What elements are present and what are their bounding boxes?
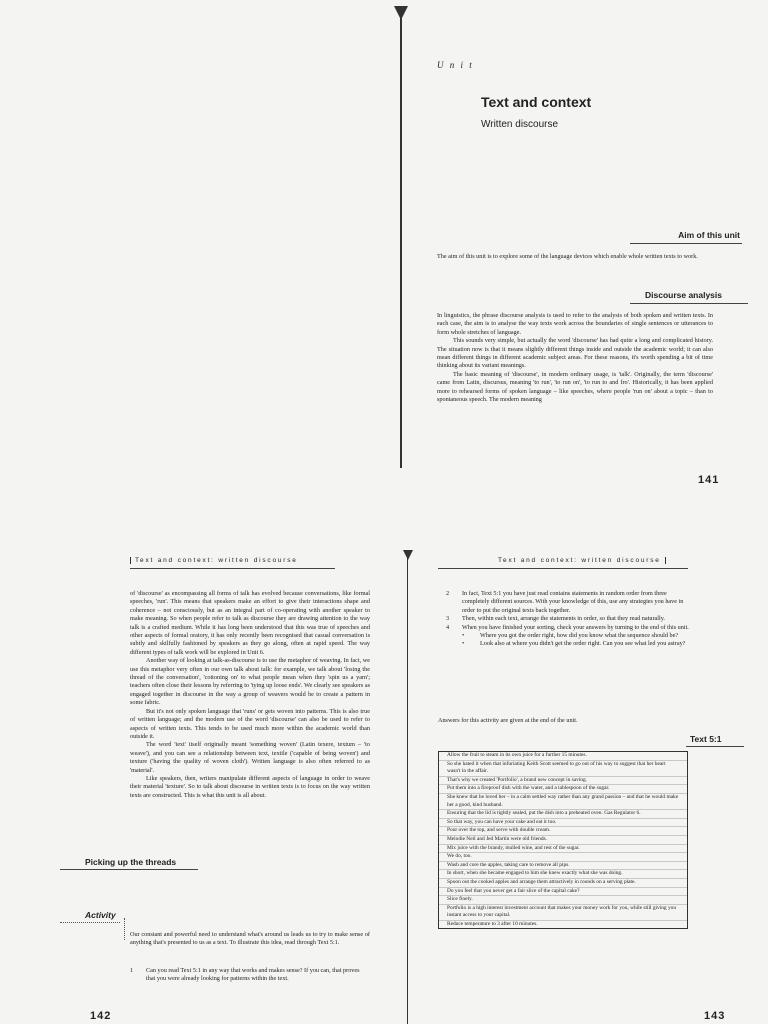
threads-heading-rule xyxy=(60,869,198,870)
p142-paragraph-4: The word 'text' itself originally meant 'something woven' (Latin texere, textum – 'to weave'), and you can see a relationship between text, textile ('capable of being woven') and texture ('having the quality of woven cloth'). Written language is also often referred to as 'material'. xyxy=(130,741,370,774)
p142-body xyxy=(130,590,370,800)
page-number-143: 143 xyxy=(704,1010,726,1022)
text-5-1-box xyxy=(438,751,688,929)
p143-item-3 xyxy=(446,615,691,623)
p142-paragraph-1: of 'discourse' as encompassing all forms of talk has evolved because conversations, like formal speeches, 'run'. This means that speakers make an effort to give their interactions shape and coherence – not consciously, but as an integral part of co-operating with another speaker to make meaning. So when people refer to talk as discourse they are drawing attention to the way talk is a crafted medium. While it has long been understood that this was true of speeches and other aspects of formal oratory, it has only recently been recognised that casual conversation is subtly and skilfully fashioned by speakers as they go along, often at rapid speed. The way different types of talk work will be explored in Unit 6. xyxy=(130,590,370,656)
p143-item-4-num: 4 xyxy=(446,623,450,631)
discourse-heading-rule xyxy=(630,303,748,304)
p143-item-2 xyxy=(446,590,691,615)
unit-label: U n i t xyxy=(437,60,474,70)
running-header-rule-142 xyxy=(130,568,335,569)
p143-bullet-1-text: Where you got the order right, how did you know what the sequence should be? xyxy=(480,632,679,640)
text-5-1-line: Melodie Neil and Jed Martin were old friends. xyxy=(439,836,687,845)
text-5-1-line: Spoon out the cooked apples and arrange them attractively in rounds on a serving plate. xyxy=(439,879,687,888)
page-141 xyxy=(400,0,768,512)
text-5-1-line: Put them into a fireproof dish with the water, and a tablespoon of the sugar. xyxy=(439,785,687,794)
p143-bullet-2 xyxy=(462,640,691,648)
activity-item-1 xyxy=(130,967,370,984)
text-5-1-line: She knew that he loved her – in a calm settled way rather than any grand passion – and that he would make her a good, kind husband. xyxy=(439,794,687,810)
activity-rule xyxy=(60,922,120,923)
text-5-1-line: Mix juice with the brandy, mulled wine, and rest of the sugar. xyxy=(439,845,687,854)
text-5-1-line: That's why we created 'Portfolio', a brand new concept in saving. xyxy=(439,777,687,786)
p143-item-4-text: When you have finished your sorting, check your answers by turning to the end of this unit. xyxy=(462,623,689,631)
page-142 xyxy=(0,512,400,1024)
answers-note: Answers for this activity are given at the end of the unit. xyxy=(438,717,578,724)
text-5-1-lines xyxy=(439,752,687,928)
text-5-1-line: We do, too. xyxy=(439,853,687,862)
text-5-1-line: Portfolio is a high interest investment account that makes your money work for you, while still giving you instant access to your capital. xyxy=(439,905,687,921)
bullet-icon: • xyxy=(462,640,465,648)
aim-heading: Aim of this unit xyxy=(678,230,740,240)
p143-item-2-text: In fact, Text 5:1 you have just read contains statements in random order from three completely different sources. With your knowledge of this, use any strategies you have in order to put the original texts back together. xyxy=(462,590,684,614)
unit-subtitle: Written discourse xyxy=(481,119,559,130)
text-5-1-line: So she hated it when that infuriating Keith Scott seemed to go out of his way to suggest that her heart wasn't in the affair. xyxy=(439,761,687,777)
p142-paragraph-5: Like speakers, then, writers manipulate different aspects of language in order to weave their material 'texture'. So to talk about discourse in written texts is to focus on the way written texts are constructed. This is what this unit is all about. xyxy=(130,774,370,799)
aim-heading-rule xyxy=(630,243,742,244)
unit-title: Text and context xyxy=(481,94,592,110)
text-5-1-line: Reduce temperature to 3 after 10 minutes. xyxy=(447,920,538,927)
p143-item-2-num: 2 xyxy=(446,590,450,597)
activity-item-1-num: 1 xyxy=(130,967,134,974)
running-header-142: Text and context: written discourse xyxy=(130,557,298,564)
activity-item-1-text: Can you read Text 5:1 in any way that works and makes sense? If you can, that proves that you were already looking for patterns within the text. xyxy=(146,967,360,983)
activity-label: Activity xyxy=(85,910,116,920)
p143-item-4 xyxy=(446,624,691,632)
activity-intro: Our constant and powerful need to understand what's around us leads us to try to make sense of anything that's presented to us as a text. To illustrate this idea, read through Text 5:1. xyxy=(130,931,370,947)
text-5-1-line: Allow the fruit to steam in its own juice for a further 15 minutes. xyxy=(439,752,687,761)
page-143 xyxy=(408,512,768,1024)
p143-items xyxy=(446,590,691,649)
text-5-1-line: So that way, you can have your cake and eat it too. xyxy=(439,819,687,828)
discourse-paragraph-3: The basic meaning of 'discourse', in modern ordinary usage, is 'talk'. Originally, the term 'discourse' came from Latin, discursus, meaning 'to run', 'to run on', 'to run to and fro'. Historically, it has been applied more to rehearsed forms of spoken language – like speeches, where people 'run on' about a topic – than to spontaneous speech. The modern meaning xyxy=(437,370,713,404)
text-5-1-line: Pour over the top, and serve with double cream. xyxy=(439,827,687,836)
text-5-1-line: In short, when she became engaged to him she knew exactly what she was doing. xyxy=(439,870,687,879)
p142-paragraph-2: Another way of looking at talk-as-discourse is to use the metaphor of weaving. In fact, we use this metaphor very often in our own talk about talk: for example, we talk about 'losing the thread of the conversation', 'cottoning on' to what people mean when they 'spin us a yarn'; teachers often close their lessons by referring to 'tying up loose ends'. We clearly see speakers as engaged together in discourse in the way a group of weavers would be to create a pattern in some fabric. xyxy=(130,657,370,707)
discourse-body xyxy=(437,312,713,404)
text-5-1-label: Text 5:1 xyxy=(690,734,722,744)
discourse-heading: Discourse analysis xyxy=(644,290,722,300)
p143-item-3-num: 3 xyxy=(446,615,450,623)
text-5-1-line: Wash and core the apples, taking care to remove all pips. xyxy=(439,862,687,871)
p142-paragraph-3: But it's not only spoken language that 'runs' or gets woven into patterns. This is also true of written language; and the modern use of the word 'discourse' can also be used to refer to aspects of written texts. This tends to be used much more within the academic world than outside it. xyxy=(130,707,370,740)
page-number-141: 141 xyxy=(698,474,720,486)
activity-bracket xyxy=(124,918,125,940)
bullet-icon: • xyxy=(462,632,465,640)
text-5-1-rule xyxy=(686,746,744,747)
threads-heading: Picking up the threads xyxy=(85,857,177,867)
text-5-1-line: Do you feel that you never get a fair slice of the capital cake? xyxy=(439,888,687,897)
text-5-1-line: Slice finely. xyxy=(439,896,687,905)
page-number-142: 142 xyxy=(90,1010,112,1022)
p143-bullet-1 xyxy=(462,632,691,640)
running-header-143: Text and context: written discourse xyxy=(498,557,666,564)
text-5-1-line: Ensuring that the lid is tightly sealed, put the dish into a preheated oven. Gas Regulator 6. xyxy=(439,810,687,819)
discourse-paragraph-1: In linguistics, the phrase discourse analysis is used to refer to the analysis of both spoken and written texts. In each case, the aim is to analyse the way texts work across the boundaries of single sentences or utterances to form whole stretches of language. xyxy=(437,312,713,336)
discourse-paragraph-2: This sounds very simple, but actually the word 'discourse' has had quite a long and complicated history. The situation now is that it means slightly different things inside and outside the academic world; it can also mean different things in different academic subject areas. For these reasons, it's worth spending a bit of time thinking about its variant meanings. xyxy=(437,337,713,370)
running-header-rule-143 xyxy=(438,568,688,569)
p143-bullet-2-text: Look also at where you didn't get the order right. Can you see what led you astray? xyxy=(480,640,686,648)
aim-text: The aim of this unit is to explore some of the language devices which enable whole written texts to work. xyxy=(437,253,698,260)
p143-item-3-text: Then, within each text, arrange the statements in order, so that they read naturally. xyxy=(462,615,665,623)
